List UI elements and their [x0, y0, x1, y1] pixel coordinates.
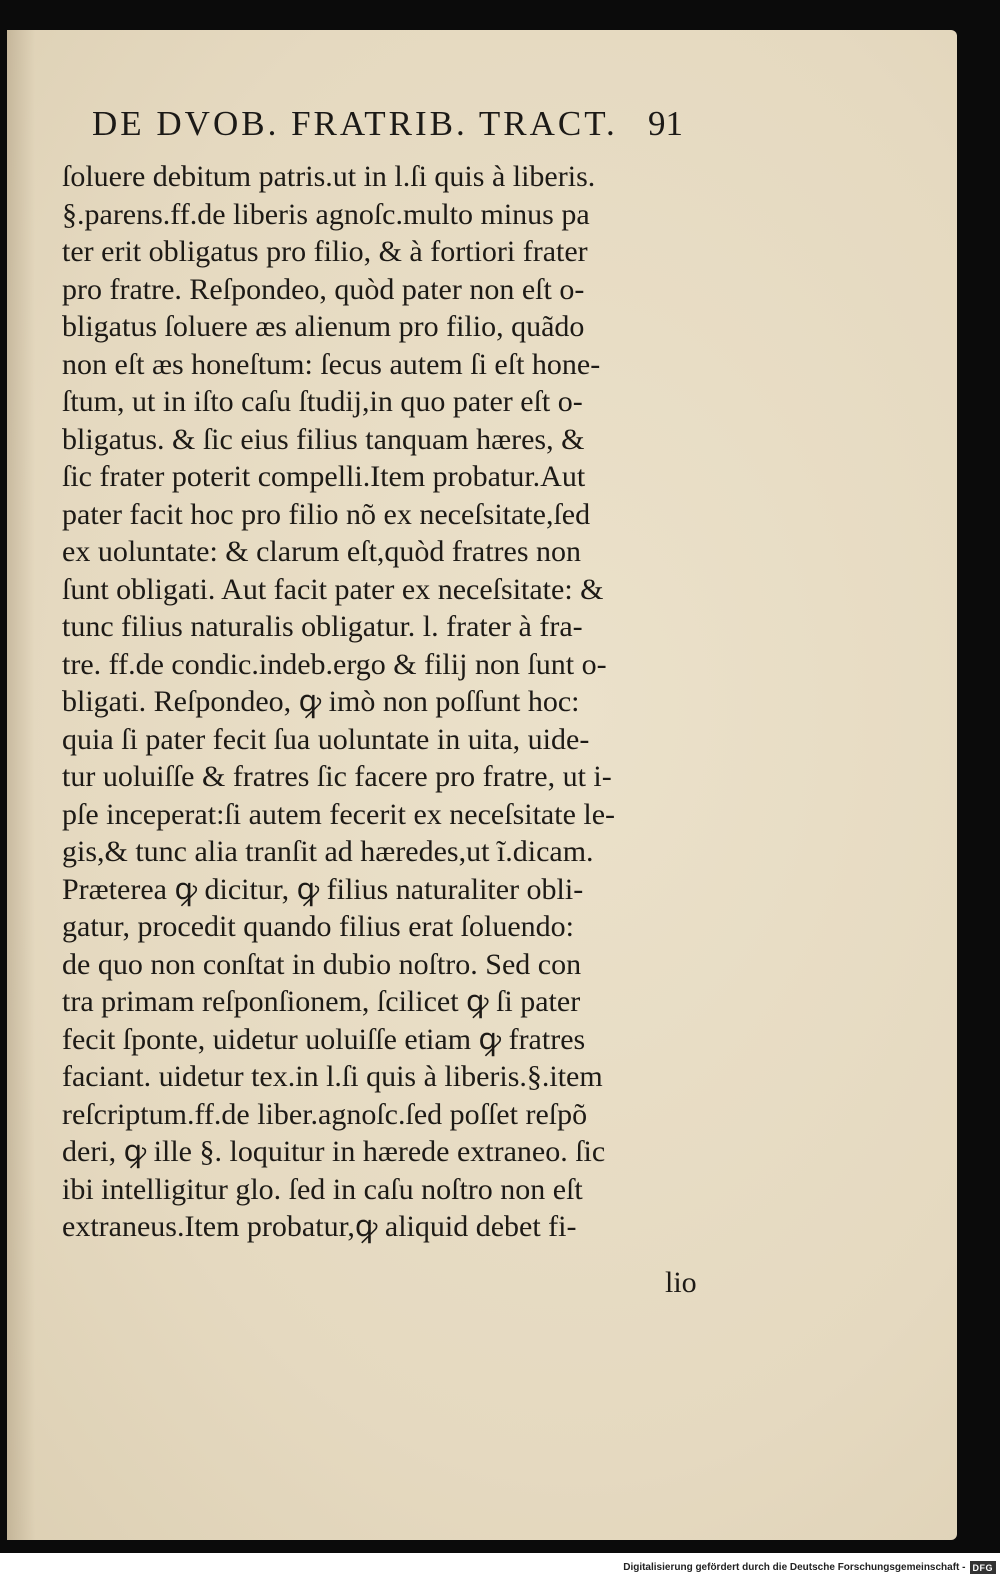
body-text [62, 158, 712, 1246]
text-line: ter erit obligatus pro filio, & à fortiori frater [62, 235, 588, 268]
catchword: lio [665, 1266, 697, 1299]
text-line: pro fratre. Reſpondeo, quòd pater non eſt o- [62, 272, 585, 306]
text-line: pater facit hoc pro filio nõ ex neceſsitate,ſed [62, 497, 591, 531]
text-line: ex uoluntate: & clarum eſt,quòd fratres non [62, 535, 582, 568]
text-line: ibi intelligitur glo. ſed in caſu noſtro non eſt [62, 1172, 583, 1206]
text-line: extraneus.Item probatur,ꝙ aliquid debet fi- [62, 1210, 577, 1243]
text-line: §.parens.ff.de liberis agnoſc.multo minus pa [62, 197, 590, 231]
text-line: deri, ꝙ ille §. loquitur in hærede extraneo. ſic [62, 1135, 606, 1168]
text-line: fecit ſponte, uidetur uoluiſſe etiam ꝙ fratres [62, 1022, 586, 1056]
text-line: quia ſi pater fecit ſua uoluntate in uita, uide- [62, 722, 590, 756]
text-line: de quo non conſtat in dubio noſtro. Sed con [62, 947, 582, 981]
text-line: faciant. uidetur tex.in l.ſi quis à liberis.§.item [62, 1060, 603, 1093]
text-line: ſtum, ut in iſto caſu ſtudij,in quo pater eſt o- [62, 385, 583, 418]
text-line: tre. ff.de condic.indeb.ergo & filij non ſunt o- [62, 647, 607, 681]
text-line: bligatus ſoluere æs alienum pro filio, quãdo [62, 310, 585, 343]
credit-text: Digitalisierung gefördert durch die Deutsche Forschungsgemeinschaft - [623, 1562, 966, 1573]
text-line: tra primam reſponſionem, ſcilicet ꝙ ſi pater [62, 985, 581, 1018]
page-gutter-shadow [7, 30, 35, 1540]
text-line: ſic frater poterit compelli.Item probatur.Aut [62, 460, 586, 493]
text-line: tunc filius naturalis obligatur. l. frater à fra- [62, 610, 583, 643]
text-line: ſoluere debitum patris.ut in l.ſi quis à liberis. [62, 160, 596, 193]
text-line: gis,& tunc alia tranſit ad hæredes,ut ĩ.dicam. [62, 835, 594, 868]
digitization-credit [600, 1553, 1000, 1582]
page-number: 91 [648, 104, 683, 143]
text-line: pſe inceperat:ſi autem fecerit ex neceſsitate le- [62, 797, 616, 831]
text-line: gatur, procedit quando filius erat ſoluendo: [62, 910, 574, 943]
text-line: bligatus. & ſic eius filius tanquam hæres, & [62, 422, 585, 456]
text-line: tur uoluiſſe & fratres ſic facere pro fratre, ut i- [62, 760, 612, 793]
text-line: bligati. Reſpondeo, ꝙ imò non poſſunt hoc: [62, 685, 580, 718]
text-line: non eſt æs honeſtum: ſecus autem ſi eſt hone- [62, 347, 601, 381]
text-line: ſunt obligati. Aut facit pater ex neceſsitate: & [62, 572, 604, 606]
running-header: DE DVOB. FRATRIB. TRACT. [92, 104, 618, 143]
text-line: Præterea ꝙ dicitur, ꝙ filius naturaliter obli- [62, 872, 584, 906]
dfg-logo-icon[interactable]: DFG [970, 1561, 997, 1574]
text-line: reſcriptum.ff.de liber.agnoſc.ſed poſſet reſpõ [62, 1097, 588, 1131]
